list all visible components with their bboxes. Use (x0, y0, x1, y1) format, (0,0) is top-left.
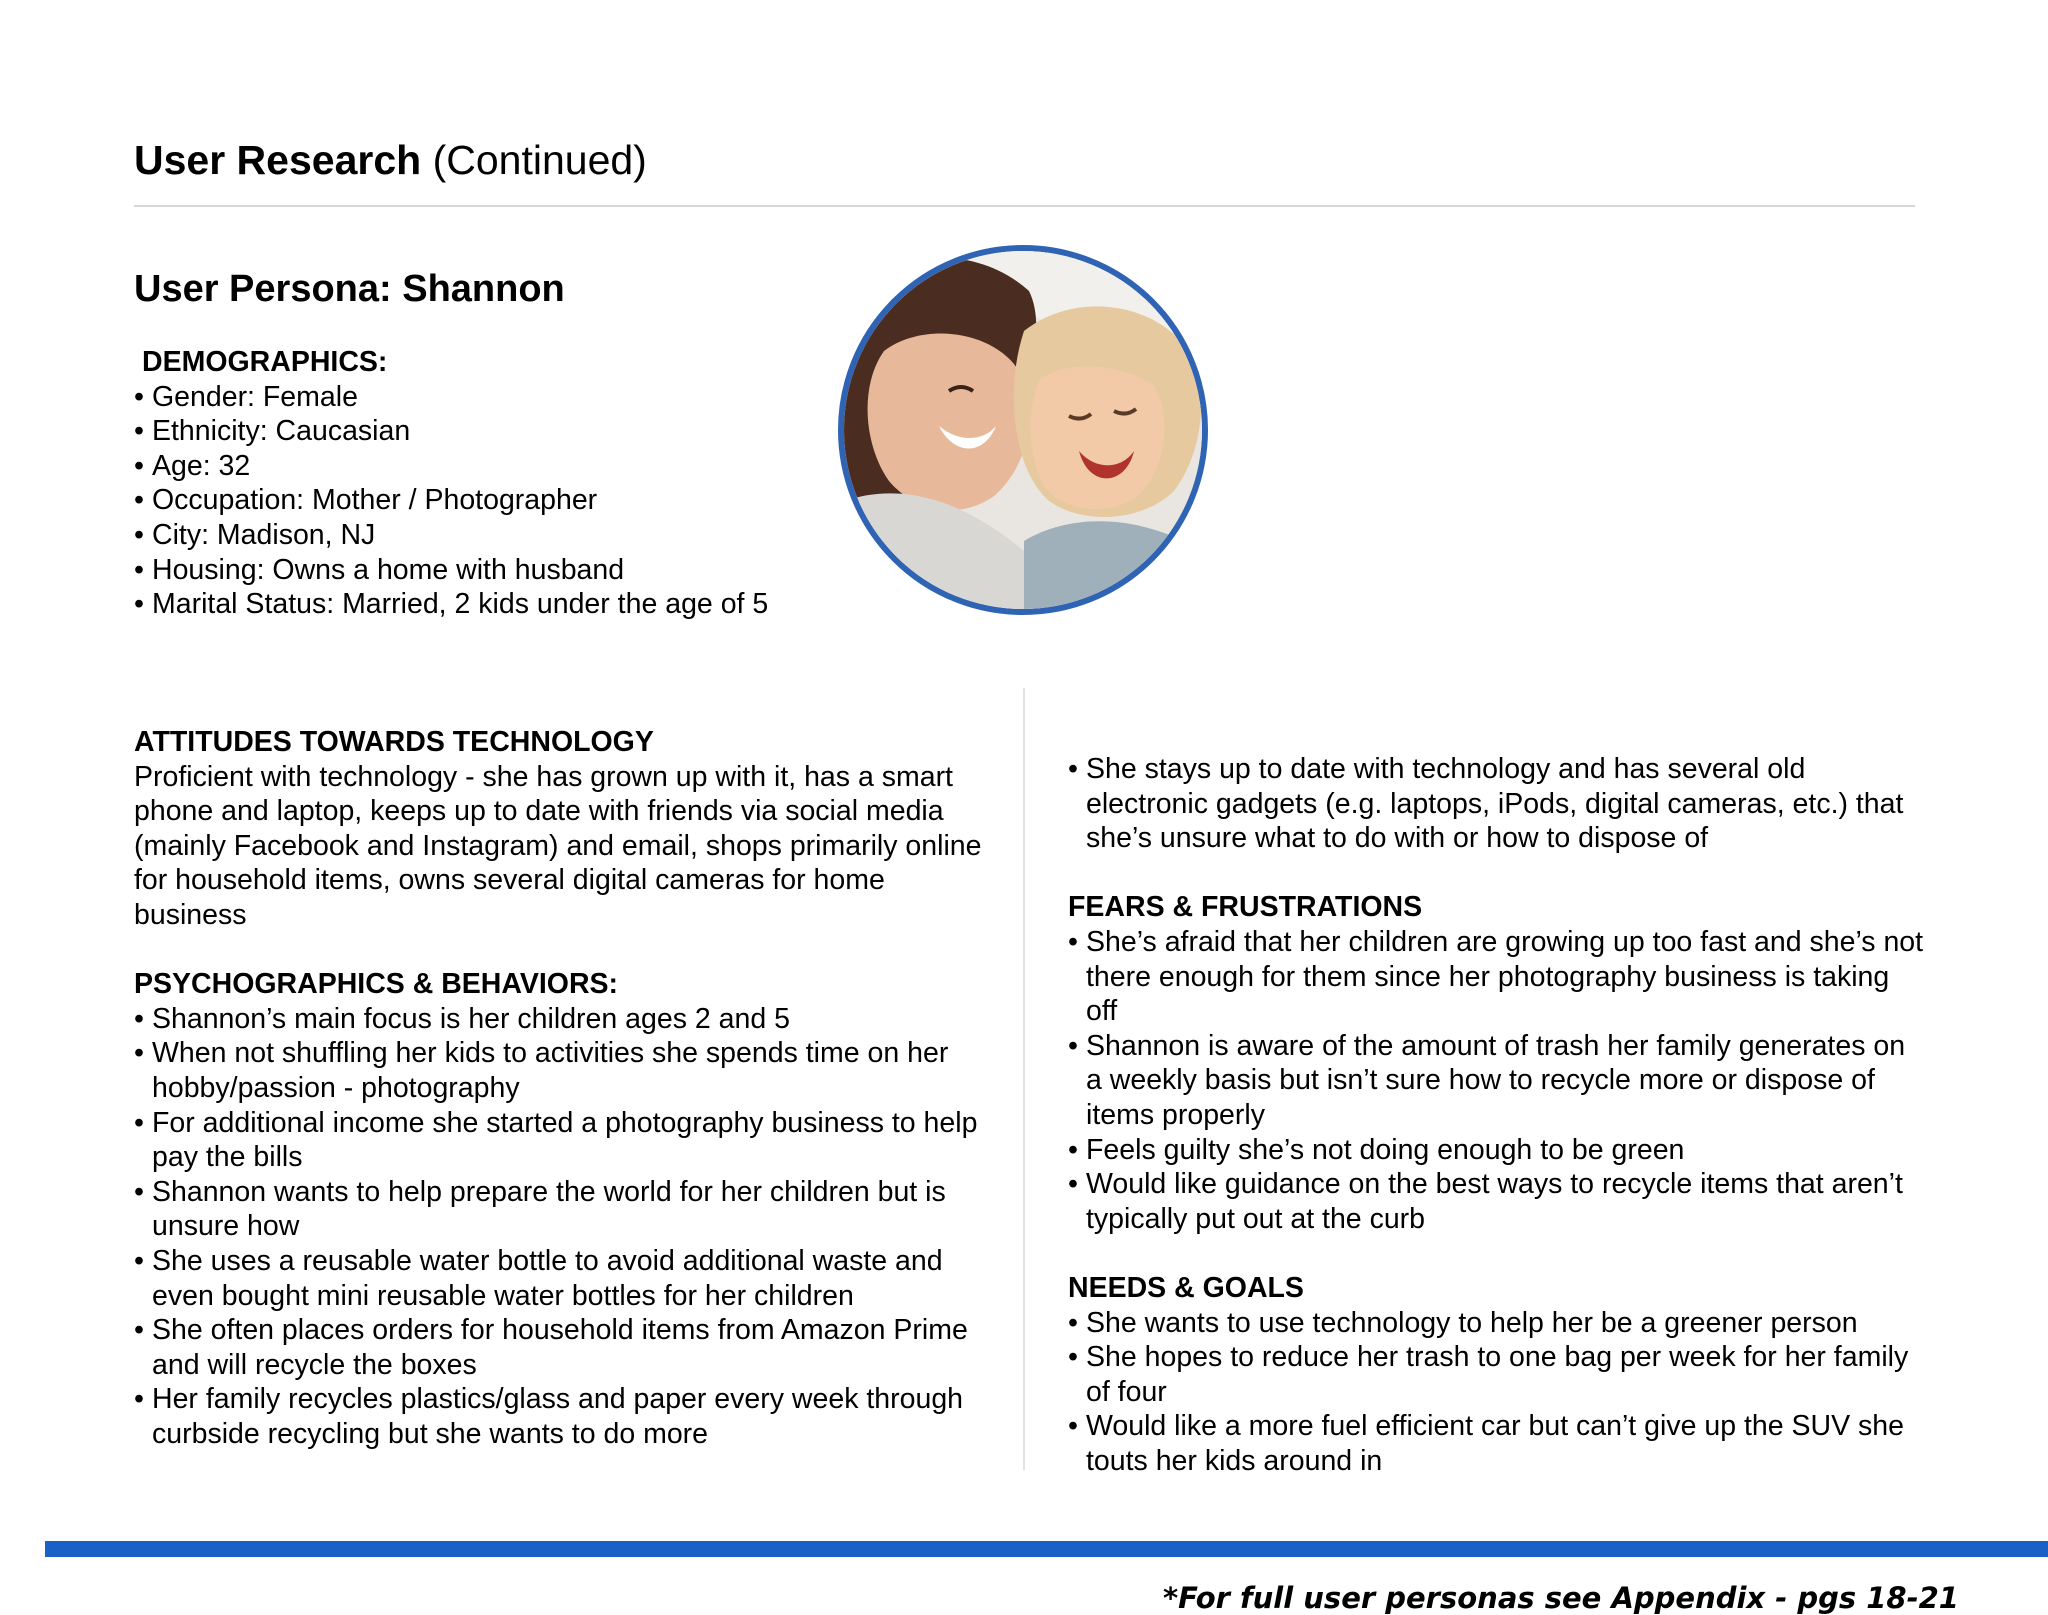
list-item: • When not shuffling her kids to activities she spends time on her hobby/passion - photography (134, 1036, 1004, 1105)
list-item: • Shannon is aware of the amount of trash her family generates on a weekly basis but isn’t sure how to recycle more or dispose of items properly (1068, 1029, 1928, 1133)
right-column (1068, 752, 1928, 1478)
demographics-list (134, 380, 834, 622)
fears-heading: FEARS & FRUSTRATIONS (1068, 891, 1423, 924)
title-divider (134, 205, 1915, 207)
page-title (134, 134, 647, 186)
column-divider (1023, 688, 1025, 1470)
list-item: • She stays up to date with technology and has several old electronic gadgets (e.g. laptops, iPods, digital cameras, etc.) that she’s unsure what to do with or how to dispose of (1068, 752, 1928, 856)
list-item: • City: Madison, NJ (134, 518, 834, 553)
fears-list (1068, 925, 1928, 1236)
psychographics-list (134, 1002, 1004, 1452)
list-item: • Feels guilty she’s not doing enough to be green (1068, 1133, 1928, 1168)
page-title-main: User Research (134, 137, 422, 183)
needs-list (1068, 1306, 1928, 1479)
footer-accent-bar (45, 1541, 2048, 1557)
list-item: • She hopes to reduce her trash to one bag per week for her family of four (1068, 1340, 1928, 1409)
list-item: • She often places orders for household items from Amazon Prime and will recycle the boxes (134, 1313, 1004, 1382)
persona-photo (838, 245, 1208, 615)
section-spacer (134, 933, 1004, 968)
mother-and-child-photo-icon (844, 251, 1202, 609)
section-spacer (1068, 856, 1928, 891)
demographics-heading: DEMOGRAPHICS: (142, 346, 388, 378)
list-item: • She’s afraid that her children are growing up too fast and she’s not there enough for them since her photography business is taking off (1068, 925, 1928, 1029)
list-item: • Would like guidance on the best ways to recycle items that aren’t typically put out at the curb (1068, 1167, 1928, 1236)
attitudes-heading: ATTITUDES TOWARDS TECHNOLOGY (134, 726, 654, 758)
list-item: • Would like a more fuel efficient car but can’t give up the SUV she touts her kids around in (1068, 1409, 1928, 1478)
demographics-section (134, 345, 834, 622)
persona-title: User Persona: Shannon (134, 268, 565, 310)
list-item: • She uses a reusable water bottle to avoid additional waste and even bought mini reusable water bottles for her children (134, 1244, 1004, 1313)
list-item: • Marital Status: Married, 2 kids under the age of 5 (134, 587, 834, 622)
left-column (134, 725, 1004, 1451)
list-item: • Housing: Owns a home with husband (134, 553, 834, 588)
footer-note: *For full user personas see Appendix - pgs 18-21 (1163, 1581, 1959, 1615)
list-item: • Age: 32 (134, 449, 834, 484)
list-item: • Shannon wants to help prepare the world for her children but is unsure how (134, 1175, 1004, 1244)
list-item: • She wants to use technology to help her be a greener person (1068, 1306, 1928, 1341)
psychographics-heading: PSYCHOGRAPHICS & BEHAVIORS: (134, 968, 619, 1001)
psychographics-continued-list (1068, 752, 1928, 856)
list-item: • Occupation: Mother / Photographer (134, 483, 834, 518)
page-title-suffix: (Continued) (432, 137, 647, 183)
section-spacer (1068, 1236, 1928, 1271)
list-item: • For additional income she started a photography business to help pay the bills (134, 1106, 1004, 1175)
needs-heading: NEEDS & GOALS (1068, 1271, 1304, 1304)
list-item: • Her family recycles plastics/glass and paper every week through curbside recycling but she wants to do more (134, 1382, 1004, 1451)
attitudes-text: Proficient with technology - she has grown up with it, has a smart phone and laptop, keeps up to date with friends via social media (mainly Facebook and Instagram) and email, shops primarily online for household items, owns several digital cameras for home business (134, 760, 982, 931)
list-item: • Shannon’s main focus is her children ages 2 and 5 (134, 1002, 1004, 1037)
list-item: • Ethnicity: Caucasian (134, 414, 834, 449)
list-item: • Gender: Female (134, 380, 834, 415)
